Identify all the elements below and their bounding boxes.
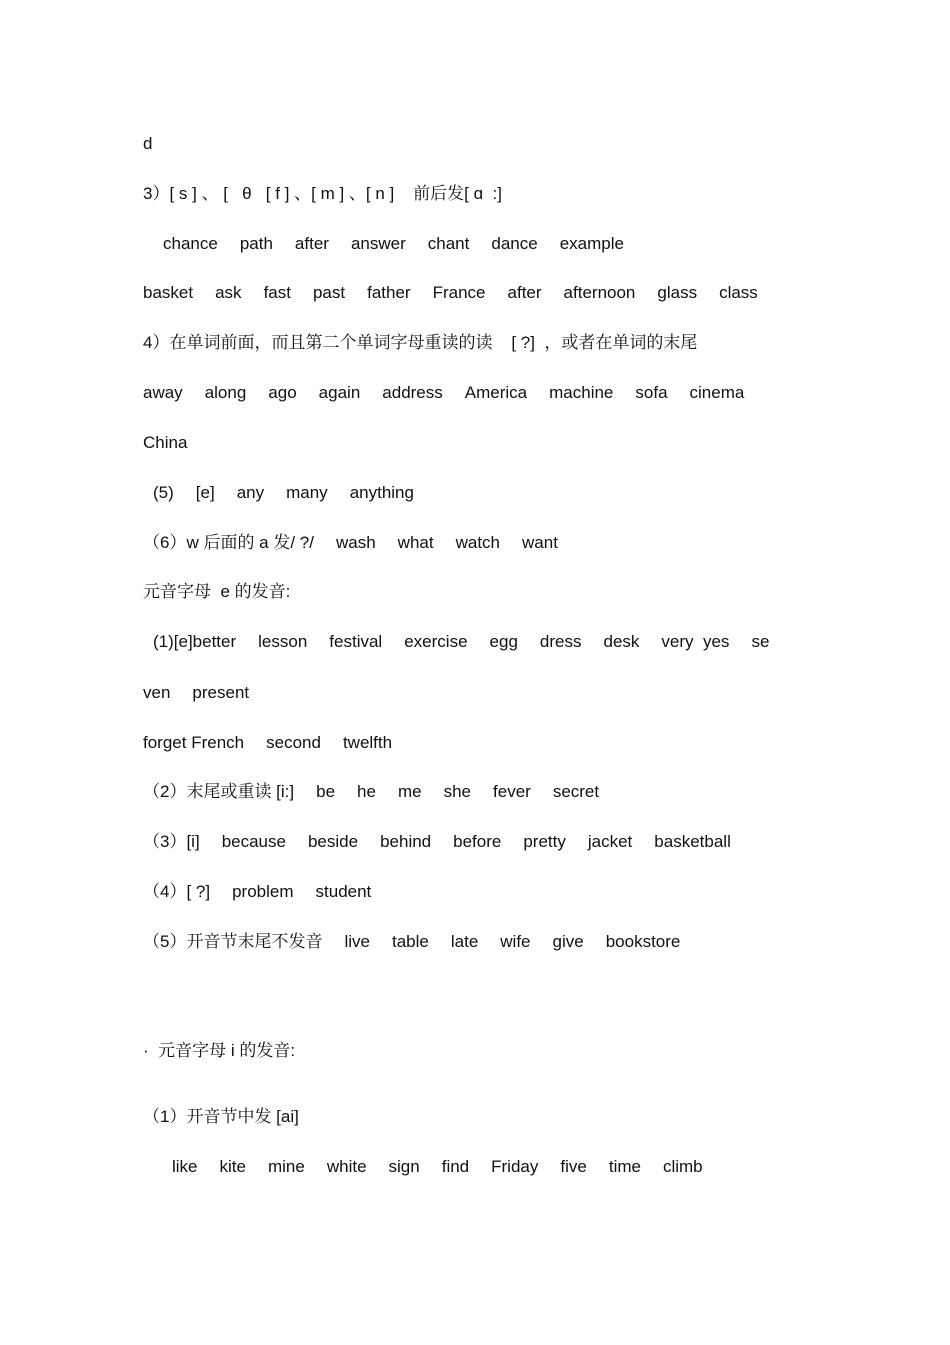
word: afternoon <box>563 283 636 302</box>
text-line <box>143 733 392 753</box>
word: after <box>294 234 329 253</box>
word: chant <box>427 234 470 253</box>
word: cinema <box>689 383 745 402</box>
word: pretty <box>523 832 566 851</box>
text-line <box>172 1157 703 1177</box>
word: watch <box>455 533 501 552</box>
word: answer <box>350 234 406 253</box>
word: white <box>326 1157 367 1176</box>
word: along <box>204 383 247 402</box>
text-line <box>153 483 414 503</box>
word: she <box>443 782 472 801</box>
text-line <box>143 283 758 303</box>
word: past <box>312 283 346 302</box>
text-line <box>143 433 187 453</box>
word: egg <box>489 632 518 651</box>
word: machine <box>549 383 614 402</box>
word: 元音字母 e 的发音: <box>143 582 291 601</box>
text-line <box>143 134 152 154</box>
word: （2）末尾或重读 [i:] <box>143 782 295 801</box>
word: many <box>286 483 328 502</box>
word: problem <box>232 882 294 901</box>
word: festival <box>329 632 383 651</box>
word: late <box>450 932 479 951</box>
text-line <box>143 832 731 852</box>
word: dress <box>539 632 582 651</box>
word: example <box>559 234 624 253</box>
word: beside <box>307 832 359 851</box>
word: Friday <box>491 1157 539 1176</box>
word: chance <box>163 234 218 253</box>
word: bookstore <box>605 932 681 951</box>
text-line <box>143 383 744 403</box>
word: class <box>719 283 758 302</box>
word: second <box>266 733 321 752</box>
word: exercise <box>404 632 468 651</box>
word: desk <box>603 632 640 651</box>
word: find <box>441 1157 470 1176</box>
word: [e] <box>195 483 215 502</box>
text-line <box>143 582 290 602</box>
word: me <box>397 782 422 801</box>
word: lesson <box>258 632 308 651</box>
word: glass <box>657 283 698 302</box>
text-line <box>163 234 624 254</box>
word: (5) <box>153 483 174 502</box>
word: time <box>608 1157 641 1176</box>
word: student <box>315 882 372 901</box>
word: 4）在单词前面，而且第二个单词字母重读的读 [ ?] ，或者在单词的末尾 <box>143 333 698 352</box>
word: ago <box>268 383 297 402</box>
word: sofa <box>635 383 668 402</box>
text-line <box>143 1041 295 1061</box>
word: wash <box>335 533 376 552</box>
word: 3）[ s ] 、 [ θ [ f ] 、[ m ] 、[ n ] 前后发[ ɑ :] <box>143 184 502 203</box>
text-line <box>143 683 249 703</box>
word: basketball <box>654 832 731 851</box>
text-line <box>153 632 769 652</box>
word: address <box>382 383 443 402</box>
word: away <box>143 383 183 402</box>
text-line <box>143 184 502 204</box>
word: anything <box>349 483 414 502</box>
word: wife <box>500 932 531 951</box>
word: any <box>236 483 265 502</box>
word: · 元音字母 i 的发音: <box>143 1041 296 1060</box>
word: again <box>318 383 361 402</box>
text-line <box>143 782 599 802</box>
word: he <box>357 782 376 801</box>
word: behind <box>380 832 432 851</box>
text-line <box>143 932 680 952</box>
word: d <box>143 134 153 153</box>
word: （3）[i] <box>143 832 200 851</box>
word: father <box>367 283 411 302</box>
word: ask <box>215 283 242 302</box>
word: kite <box>219 1157 246 1176</box>
word: ven <box>143 683 171 702</box>
word: path <box>239 234 273 253</box>
word: give <box>552 932 584 951</box>
word: France <box>432 283 486 302</box>
word: basket <box>143 283 194 302</box>
word: （6）w 后面的 a 发/ ?/ <box>143 533 314 552</box>
word: be <box>316 782 336 801</box>
word: secret <box>552 782 600 801</box>
word: mine <box>267 1157 305 1176</box>
word: what <box>397 533 434 552</box>
word: forget French <box>143 733 245 752</box>
word: twelfth <box>342 733 393 752</box>
word: sign <box>388 1157 420 1176</box>
word: China <box>143 433 188 452</box>
word: because <box>221 832 286 851</box>
text-line <box>143 533 558 553</box>
word: present <box>192 683 250 702</box>
word: very yes <box>661 632 730 651</box>
word: dance <box>491 234 538 253</box>
word: live <box>344 932 370 951</box>
word: after <box>507 283 542 302</box>
word: fever <box>493 782 531 801</box>
word: climb <box>662 1157 703 1176</box>
word: （4）[ ?] <box>143 882 211 901</box>
word: se <box>751 632 770 651</box>
word: five <box>560 1157 587 1176</box>
word: table <box>391 932 429 951</box>
word: fast <box>263 283 291 302</box>
word: want <box>522 533 558 552</box>
word: America <box>464 383 528 402</box>
word: before <box>453 832 502 851</box>
word: （5）开音节末尾不发音 <box>143 932 323 951</box>
text-line <box>143 333 697 353</box>
text-line <box>143 1107 299 1127</box>
text-line <box>143 882 371 902</box>
word: (1)[e]better <box>153 632 237 651</box>
word: like <box>172 1157 198 1176</box>
word: （1）开音节中发 [ai] <box>143 1107 299 1126</box>
word: jacket <box>587 832 633 851</box>
